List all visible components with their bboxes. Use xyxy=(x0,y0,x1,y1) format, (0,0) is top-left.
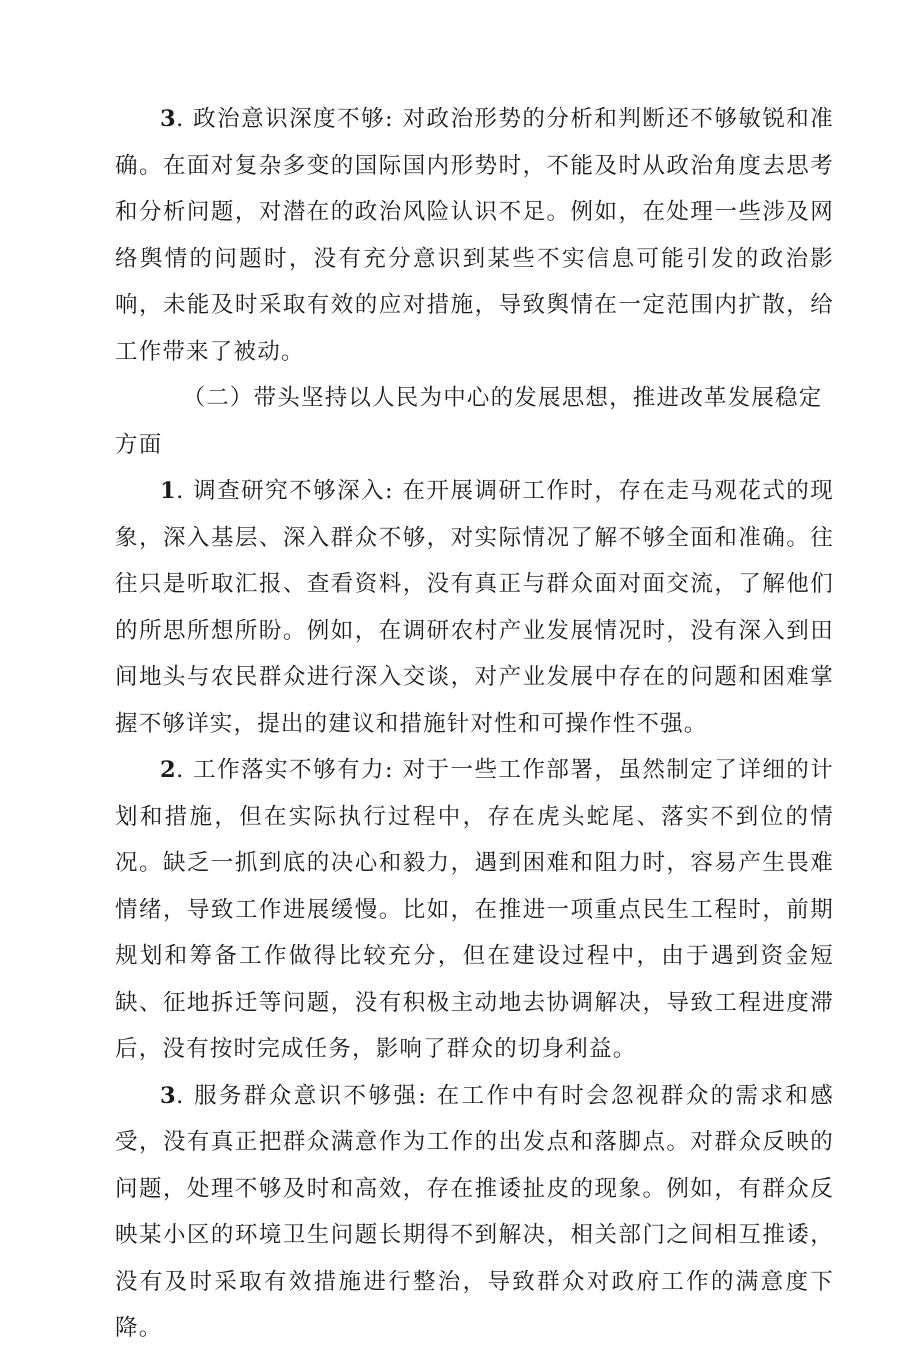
paragraph-number: 1 xyxy=(160,478,177,504)
paragraph-number: 3 xyxy=(160,1082,177,1109)
paragraph-text: . 政治意识深度不够: 对政治形势的分析和判断还不够敏锐和准确。在面对复杂多变的国际国内形势时，不能及时从政治角度去思考和分析问题，对潜在的政治风险认识不足。例如，在处理一些涉及网络舆情的问题时，没有充分意识到某些不实信息可能引发的政治影响，未能及时采取有效的应对措施，导致舆情在一定范围内扩散，给工作带来了被动。 xyxy=(115,106,834,365)
paragraph-number: 3 xyxy=(160,106,177,132)
paragraph-number: 2 xyxy=(160,757,177,783)
paragraph-text: . 工作落实不够有力: 对于一些工作部署，虽然制定了详细的计划和措施，但在实际执行过程中，存在虎头蛇尾、落实不到位的情况。缺乏一抓到底的决心和毅力，遇到困难和阻力时，容易产生畏难情绪，导致工作进展缓慢。比如，在推进一项重点民生工程时，前期规划和筹备工作做得比较充分，但在建设过程中，由于遇到资金短缺、征地拆迁等问题，没有积极主动地去协调解决，导致工程进度滞后，没有按时完成任务，影响了群众的切身利益。 xyxy=(115,757,834,1062)
paragraph-service-awareness xyxy=(115,1073,834,1352)
paragraph-political-awareness xyxy=(115,96,834,375)
paragraph-text: . 服务群众意识不够强: 在工作中有时会忽视群众的需求和感受，没有真正把群众满意作为工作的出发点和落脚点。对群众反映的问题，处理不够及时和高效，存在推诿扯皮的现象。例如，有群众反映某小区的环境卫生问题长期得不到解决，相关部门之间相互推诿，没有及时采取有效措施进行整治，导致群众对政府工作的满意度下降。 xyxy=(115,1082,834,1341)
section-heading: （二）带头坚持以人民为中心的发展思想，推进改革发展稳定方面 xyxy=(115,385,823,458)
paragraph-text: . 调查研究不够深入: 在开展调研工作时，存在走马观花式的现象，深入基层、深入群众不够，对实际情况了解不够全面和准确。往往只是听取汇报、查看资料，没有真正与群众面对面交流，了解他们的所思所想所盼。例如，在调研农村产业发展情况时，没有深入到田间地头与农民群众进行深入交谈，对产业发展中存在的问题和困难掌握不够详实，提出的建议和措施针对性和可操作性不强。 xyxy=(115,478,834,737)
paragraph-research xyxy=(115,468,834,747)
paragraph-implementation xyxy=(115,747,834,1073)
